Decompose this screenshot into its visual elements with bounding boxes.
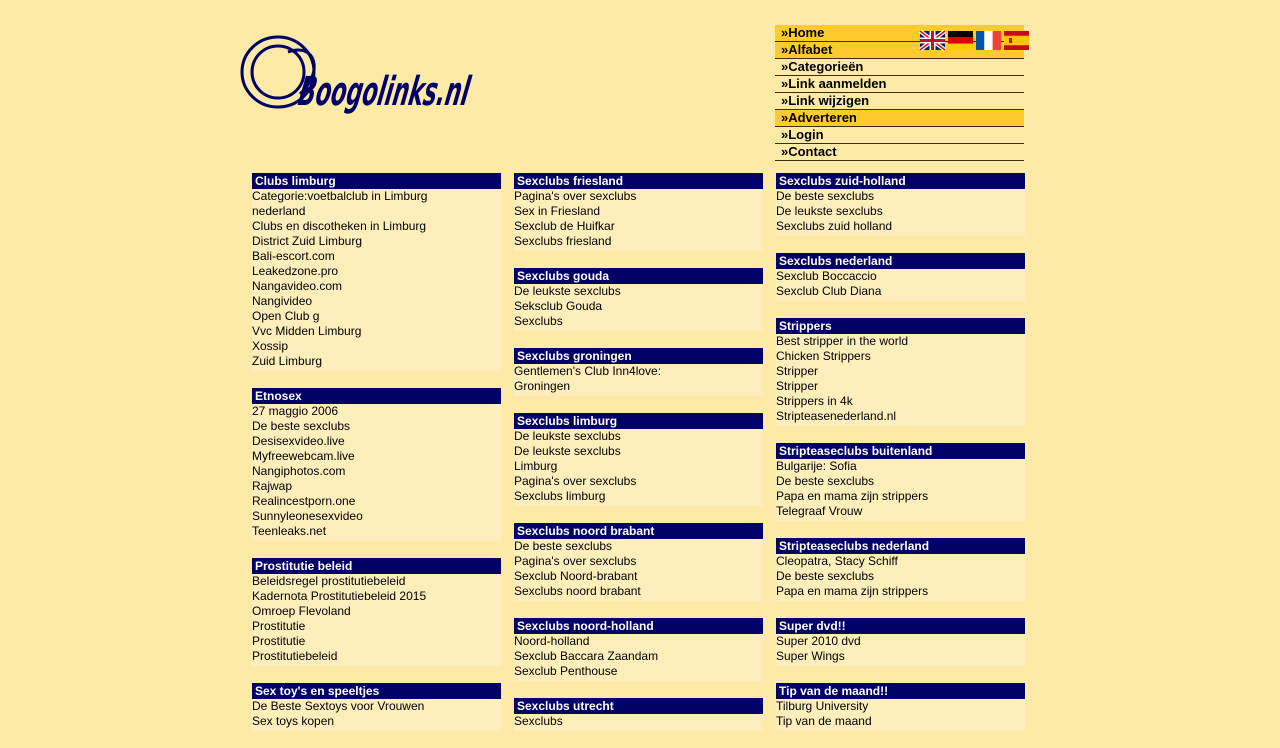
list-item[interactable]: Pagina's over sexclubs [514, 189, 637, 203]
list-item[interactable]: Nangivideo [252, 294, 313, 308]
list-item[interactable]: Stripteasenederland.nl [776, 409, 897, 423]
list-item[interactable]: Seksclub Gouda [514, 299, 603, 313]
list-item[interactable]: Sexclub Penthouse [514, 664, 618, 678]
list-item[interactable]: Groningen [514, 379, 571, 393]
category-box [776, 683, 1025, 731]
list-item[interactable]: Pagina's over sexclubs [514, 474, 637, 488]
list-item[interactable]: De beste sexclubs [252, 419, 351, 433]
list-item[interactable]: Nangavideo.com [252, 279, 343, 293]
site-logo[interactable] [238, 32, 609, 117]
list-item[interactable]: District Zuid Limburg [252, 234, 363, 248]
list-item[interactable]: Noord-holland [514, 634, 590, 648]
category-box [252, 388, 501, 541]
category-title[interactable]: Sexclubs zuid-holland [776, 173, 1025, 189]
list-item[interactable]: Sexclub Noord-brabant [514, 569, 638, 583]
category-box [252, 558, 501, 666]
category-title[interactable]: Sexclubs noord-holland [514, 618, 763, 634]
list-item[interactable]: Tilburg University [776, 699, 869, 713]
list-item[interactable]: Myfreewebcam.live [252, 449, 355, 463]
list-item[interactable]: De leukste sexclubs [514, 284, 621, 298]
category-title[interactable]: Etnosex [252, 388, 501, 404]
category-box [776, 538, 1025, 601]
list-item[interactable]: nederland [252, 204, 306, 218]
list-item[interactable]: Xossip [252, 339, 289, 353]
category-box [252, 683, 501, 731]
list-item[interactable]: Zuid Limburg [252, 354, 323, 368]
language-selector [920, 31, 1029, 50]
nav-item-login[interactable]: »Login [775, 127, 1024, 144]
list-item[interactable]: Sexclubs zuid holland [776, 219, 893, 233]
list-item[interactable]: De leukste sexclubs [514, 444, 621, 458]
list-item[interactable]: De beste sexclubs [776, 474, 875, 488]
list-item[interactable]: De Beste Sextoys voor Vrouwen [252, 699, 425, 713]
category-title[interactable]: Sexclubs utrecht [514, 698, 763, 714]
flag-uk-icon[interactable] [920, 31, 945, 50]
category-box [776, 618, 1025, 666]
list-item[interactable]: Realincestporn.one [252, 494, 356, 508]
category-box [252, 173, 501, 371]
category-box [776, 173, 1025, 236]
category-title[interactable]: Super dvd!! [776, 618, 1025, 634]
list-item[interactable]: De leukste sexclubs [514, 429, 621, 443]
list-item[interactable]: Teenleaks.net [252, 524, 327, 538]
category-box [776, 253, 1025, 301]
list-item[interactable]: Desisexvideo.live [252, 434, 345, 448]
category-box [776, 318, 1025, 426]
list-item[interactable]: Stripper [776, 379, 819, 393]
link-column-1 [252, 173, 501, 748]
list-item[interactable]: Sexclub Club Diana [776, 284, 882, 298]
link-column-3 [776, 173, 1025, 748]
list-item[interactable]: De beste sexclubs [776, 569, 875, 583]
category-title[interactable]: Sexclubs gouda [514, 268, 763, 284]
list-item[interactable]: Sexclub Baccara Zaandam [514, 649, 659, 663]
category-box [514, 348, 763, 396]
list-item[interactable]: Sex in Friesland [514, 204, 601, 218]
list-item[interactable]: Rajwap [252, 479, 293, 493]
category-title[interactable]: Sexclubs nederland [776, 253, 1025, 269]
category-box [776, 443, 1025, 521]
category-title[interactable]: Tip van de maand!! [776, 683, 1025, 699]
nav-item-alfabet[interactable]: »Alfabet [775, 42, 1024, 59]
category-title[interactable]: Sexclubs groningen [514, 348, 763, 364]
list-item[interactable]: Gentlemen's Club Inn4love: [514, 364, 662, 378]
list-item[interactable]: Prostitutiebeleid [252, 649, 338, 663]
category-title[interactable]: Sexclubs noord brabant [514, 523, 763, 539]
list-item[interactable]: De leukste sexclubs [776, 204, 883, 218]
list-item[interactable]: Sexclubs [514, 314, 563, 328]
list-item[interactable]: Categorie:voetbalclub in Limburg [252, 189, 428, 203]
category-title[interactable]: Sexclubs friesland [514, 173, 763, 189]
list-item[interactable]: Tip van de maand [776, 714, 872, 728]
category-title[interactable]: Sex toy's en speeltjes [252, 683, 501, 699]
list-item[interactable]: Cleopatra, Stacy Schiff [776, 554, 898, 568]
category-box [514, 698, 763, 731]
list-item[interactable]: Leakedzone.pro [252, 264, 339, 278]
list-item[interactable]: Prostitutie [252, 619, 306, 633]
list-item[interactable]: Vvc Midden Limburg [252, 324, 362, 338]
list-item[interactable]: Super 2010 dvd [776, 634, 861, 648]
list-item[interactable]: Prostitutie [252, 634, 306, 648]
list-item[interactable]: Sex toys kopen [252, 714, 335, 728]
list-item[interactable]: Sexclubs friesland [514, 234, 612, 248]
list-item[interactable]: Sexclub de Huifkar [514, 219, 615, 233]
flag-es-icon[interactable] [1004, 31, 1029, 50]
category-box [514, 523, 763, 601]
list-item[interactable]: Sexclubs limburg [514, 489, 606, 503]
list-item[interactable]: Sunnyleonesexvideo [252, 509, 363, 523]
nav-item-adverteren[interactable]: »Adverteren [775, 110, 1024, 127]
nav-item-home[interactable]: »Home [775, 25, 1024, 42]
list-item[interactable]: Limburg [514, 459, 558, 473]
category-title[interactable]: Sexclubs limburg [514, 413, 763, 429]
list-item[interactable]: Best stripper in the world [776, 334, 909, 348]
list-item[interactable]: Sexclubs noord brabant [514, 584, 641, 598]
list-item[interactable]: De beste sexclubs [514, 539, 613, 553]
category-box [514, 173, 763, 251]
list-item[interactable]: Beleidsregel prostitutiebeleid [252, 574, 406, 588]
list-item[interactable]: Sexclub Boccaccio [776, 269, 877, 283]
list-item[interactable]: Nangiphotos.com [252, 464, 346, 478]
flag-fr-icon[interactable] [976, 31, 1001, 50]
nav-item-link-aanmelden[interactable]: »Link aanmelden [775, 76, 1024, 93]
link-column-2 [514, 173, 763, 748]
list-item[interactable]: Pagina's over sexclubs [514, 554, 637, 568]
list-item[interactable]: Telegraaf Vrouw [776, 504, 863, 518]
list-item[interactable]: Super Wings [776, 649, 845, 663]
category-title[interactable]: Prostitutie beleid [252, 558, 501, 574]
list-item[interactable]: Bulgarije: Sofia [776, 459, 857, 473]
nav-item-link-wijzigen[interactable]: »Link wijzigen [775, 93, 1024, 110]
logo-text: Boogolinks.nl [295, 68, 609, 115]
category-title[interactable]: Clubs limburg [252, 173, 501, 189]
category-box [514, 413, 763, 506]
flag-de-icon[interactable] [948, 31, 973, 50]
list-item[interactable]: Kadernota Prostitutiebeleid 2015 [252, 589, 427, 603]
category-title[interactable]: Stripteaseclubs buitenland [776, 443, 1025, 459]
list-item[interactable]: Papa en mama zijn strippers [776, 584, 929, 598]
list-item[interactable]: Clubs en discotheken in Limburg [252, 219, 427, 233]
logo-graphic [238, 32, 609, 115]
category-box [514, 268, 763, 331]
list-item[interactable]: Sexclubs [514, 714, 563, 728]
category-title[interactable]: Stripteaseclubs nederland [776, 538, 1025, 554]
list-item[interactable]: De beste sexclubs [776, 189, 875, 203]
list-item[interactable]: Chicken Strippers [776, 349, 871, 363]
list-item[interactable]: 27 maggio 2006 [252, 404, 339, 418]
list-item[interactable]: Omroep Flevoland [252, 604, 351, 618]
list-item[interactable]: Papa en mama zijn strippers [776, 489, 929, 503]
category-box [514, 618, 763, 681]
nav-item-categorieen[interactable]: »Categorieën [775, 59, 1024, 76]
list-item[interactable]: Stripper [776, 364, 819, 378]
list-item[interactable]: Strippers in 4k [776, 394, 853, 408]
nav-item-contact[interactable]: »Contact [775, 144, 1024, 161]
list-item[interactable]: Open Club g [252, 309, 320, 323]
list-item[interactable]: Bali-escort.com [252, 249, 335, 263]
category-title[interactable]: Strippers [776, 318, 1025, 334]
